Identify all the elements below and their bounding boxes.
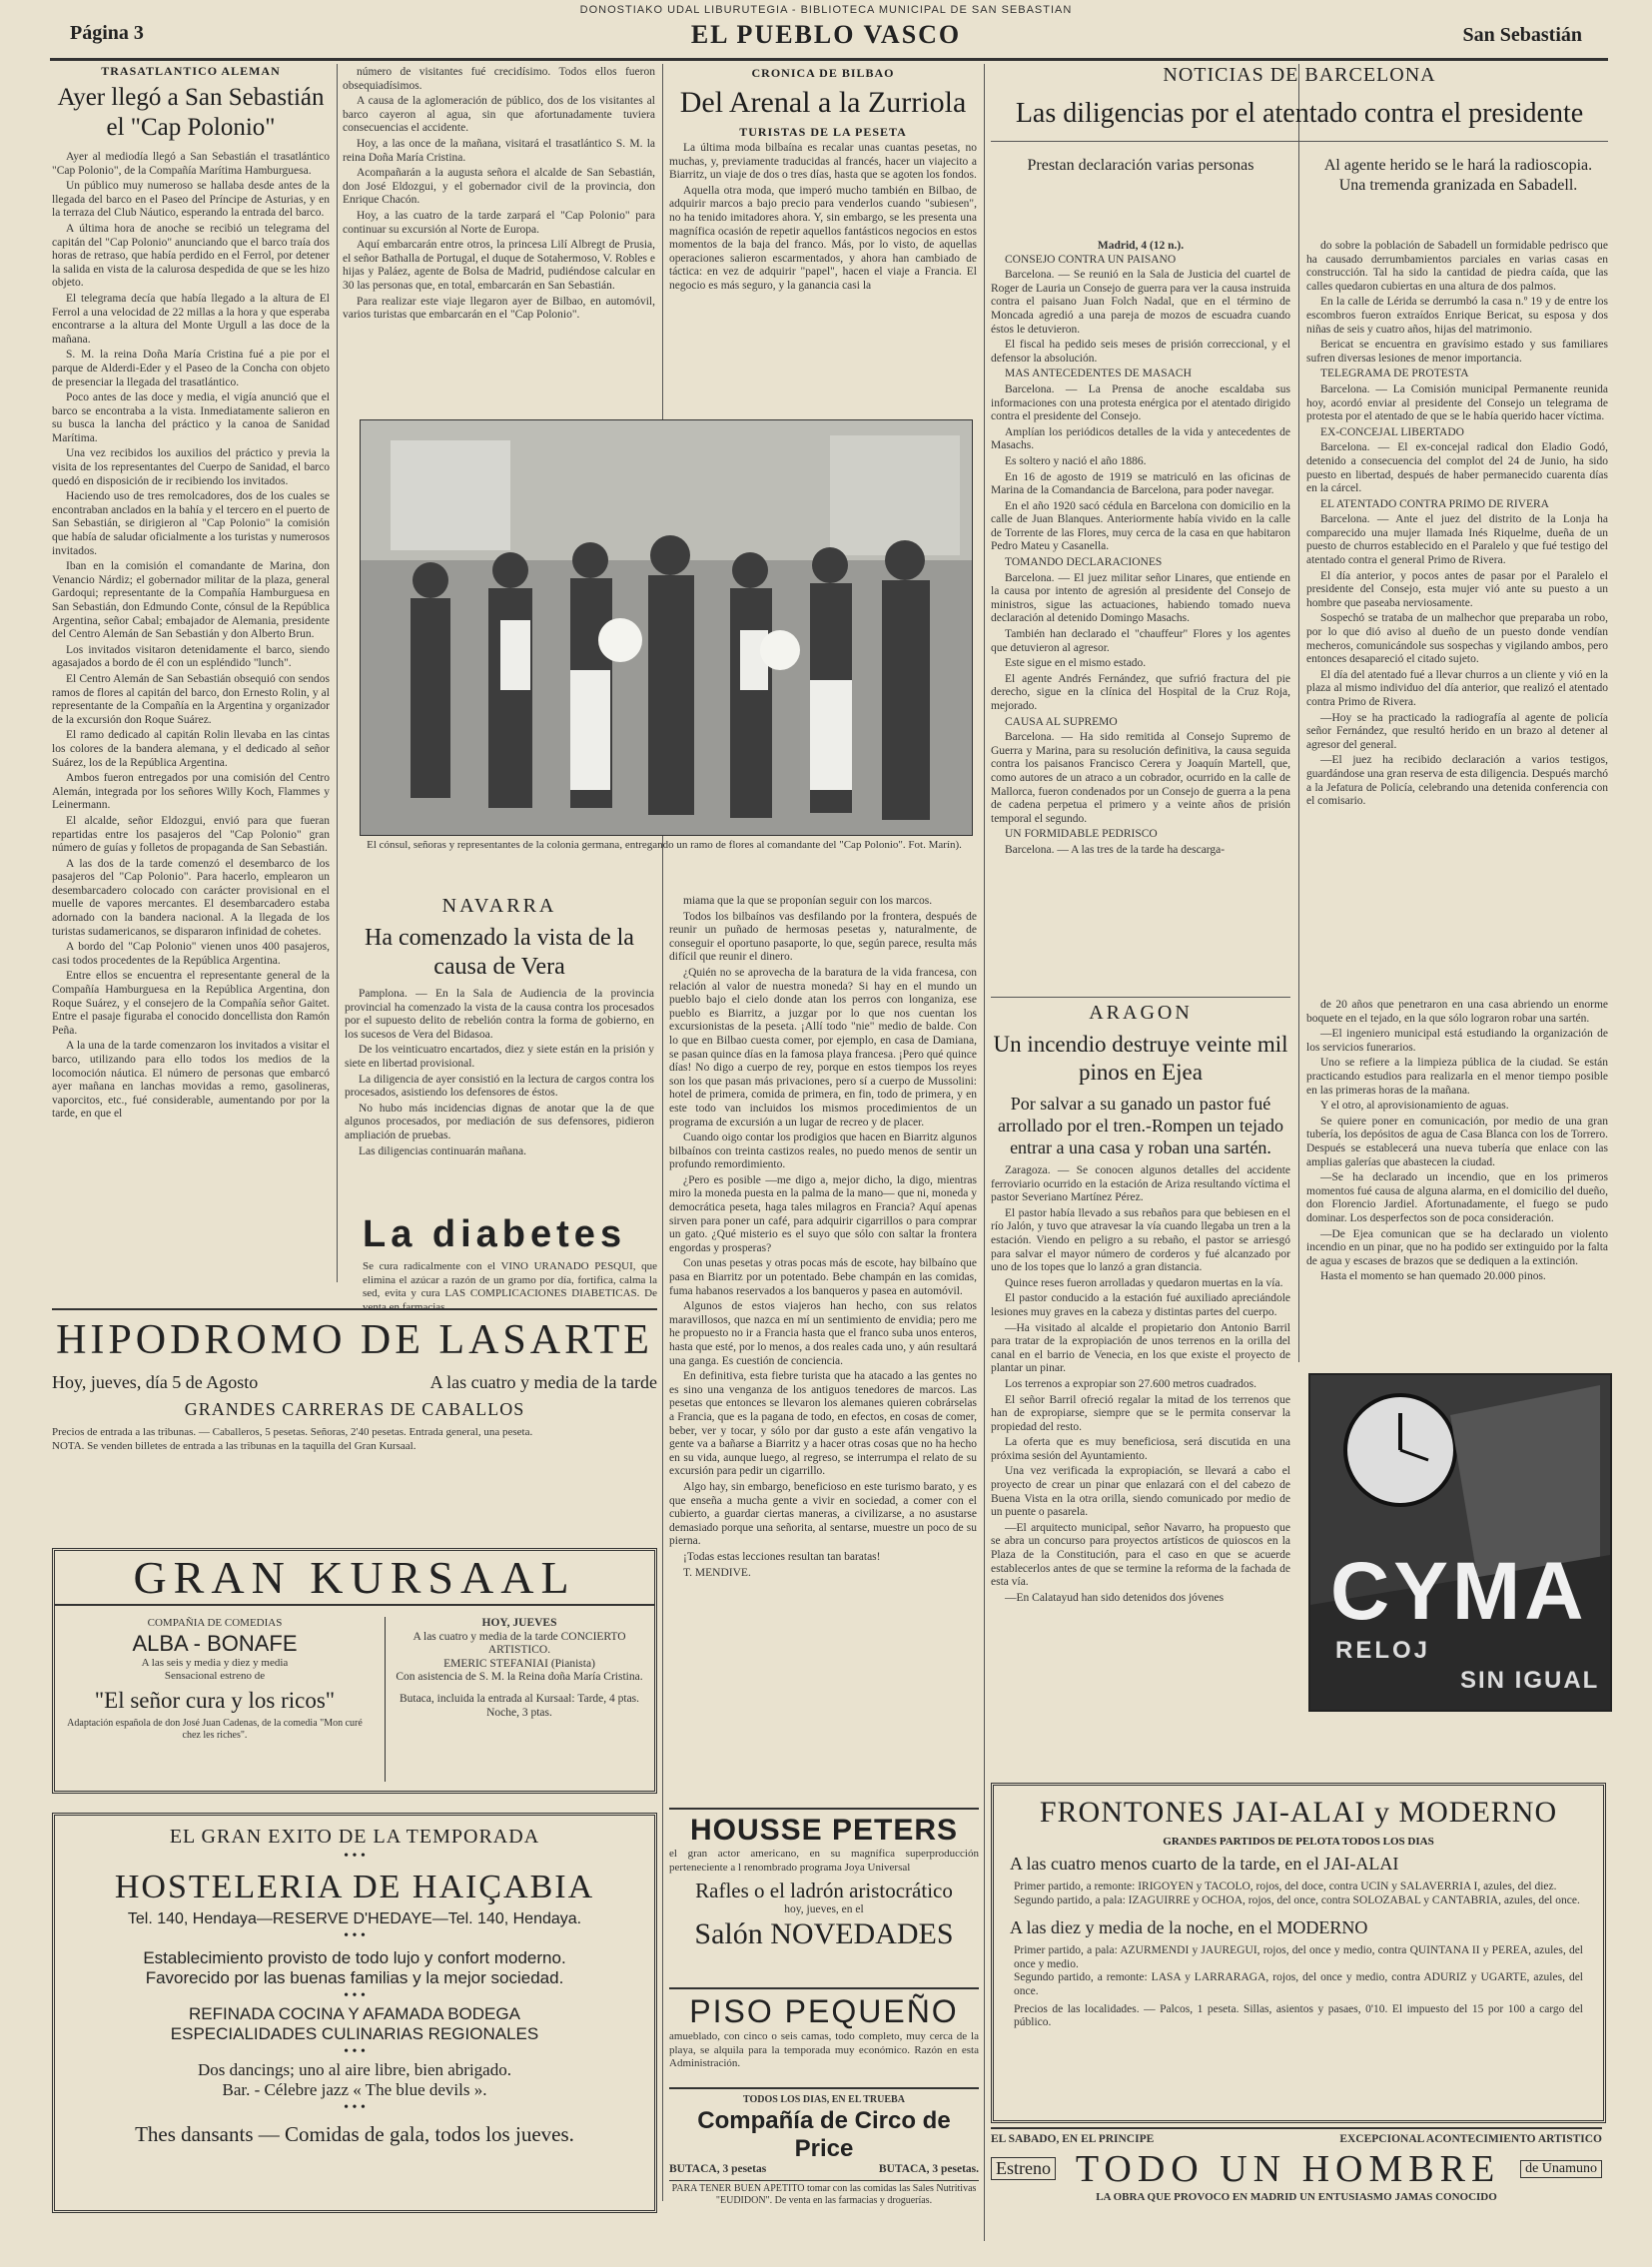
article-paragraph: A última hora de anoche se recibió un telegrama del capitán del "Cap Polonio" anunciando que el barco traía dos horas de retraso, que había perdido en el Ferrol, por detener la salida en vista de la calurosa despedida de que se les hizo objeto.	[52, 222, 330, 290]
article-paragraph: EL ATENTADO CONTRA PRIMO DE RIVERA	[1320, 497, 1549, 510]
ad-hipodromo	[52, 1308, 657, 1453]
ad-title: HOUSSE PETERS	[689, 1814, 959, 1847]
article-paragraph: El día del atentado fué a llevar churros a un cliente y vió en la plaza al mismo individuo del día anterior, que realizó el atentado contra Primo de Rivera.	[1306, 668, 1608, 708]
cyma-reloj: RELOJ	[1335, 1637, 1431, 1664]
article-paragraph: El pastor conducido a la estación fué auxiliado apreciándole lesiones muy graves en la cabeza y distintas partes del cuerpo.	[991, 1292, 1290, 1318]
principe-title: TODO UN HOMBRE	[1075, 2147, 1501, 2190]
ad-frontones	[991, 1783, 1606, 2123]
article-paragraph: do sobre la población de Sabadell un formidable pedrisco que ha causado derrumbamientos parciales en varias casas en construcción. Tal ha sido la cantidad de piedra caída, que las calles quedaron cubiertas en una altura de dos palmos.	[1306, 240, 1608, 293]
ad-title: GRAN KURSAAL	[55, 1551, 654, 1606]
ad-diabetes	[363, 1213, 657, 1314]
article-paragraph: El pastor había llevado a sus rebaños para que bebiesen en el río Jalón, y tuvo que atravesar la vía cuando llegaba un tren a la estación. Viendo en peligro a su rebaño, el pastor se arriesgó para salvar el mayor número de corderos y fué alcanzado por uno de los topes que lo lanzó a gran distancia.	[991, 1206, 1290, 1274]
article-paragraph: La oferta que es muy beneficiosa, será discutida en una próxima sesión del Ayuntamiento.	[991, 1436, 1290, 1462]
column-rule	[662, 64, 663, 2201]
ad-title: FRONTONES JAI-ALAI y MODERNO	[1039, 1796, 1558, 1829]
housse-when: hoy, jueves, en el	[784, 1903, 864, 1916]
article-paragraph: EX-CONCEJAL LIBERTADO	[1320, 425, 1464, 438]
ad-line: Favorecido por las buenas familias y la mejor sociedad.	[145, 1968, 564, 1987]
article-kicker: ARAGON	[1089, 1002, 1193, 1024]
article-paragraph: —El ingeniero municipal está estudiando la organización de los servicios funerarios.	[1306, 1028, 1608, 1054]
ad-principe	[991, 2127, 1602, 2204]
article-kicker: NAVARRA	[441, 895, 557, 917]
article-paragraph: Ayer al mediodía llegó a San Sebastián el trasatlántico "Cap Polonio", de la Compañía Marítima Hamburguesa.	[52, 151, 330, 177]
article-subhead: TURISTAS DE LA PESETA	[739, 125, 907, 139]
article-body	[991, 254, 1290, 988]
frontones-heading: A las diez y media de la noche, en el MODERNO	[1010, 1917, 1368, 1938]
article-paragraph: —El arquitecto municipal, señor Navarro, ha propuesto que se abra un concurso para proyectos artísticos de quioscos en la Plaza de la Constitución, para el caso en que se acuerde establecerlos antes de que se termine la reforma de la fachada de esta vía.	[991, 1521, 1290, 1589]
article-paragraph: TOMANDO DECLARACIONES	[1005, 556, 1163, 569]
article-paragraph: Hoy, a las cuatro de la tarde zarpará el "Cap Polonio" para continuar su excursión al Norte de Europa.	[343, 209, 655, 236]
article-paragraph: En el año 1920 sacó cédula en Barcelona con domicilio en la calle de Juan Blanques. Anteriormente había vivido en la calle de Torrente de las Flores, muy cerca de la casa en que habitaron Pedro Mateu y Casanella.	[991, 499, 1290, 553]
housse-film: Rafles o el ladrón aristocrático	[695, 1879, 953, 1903]
column-rule	[984, 64, 985, 2241]
article-cap-polonio-cont	[343, 66, 655, 405]
ad-title: PISO PEQUEÑO	[689, 1993, 959, 2029]
article-paragraph: ¿Quién no se aprovecha de la baratura de la vida francesa, con relación al valor de nuestra moneda? Si hay en el mundo un pueblo bajo el cielo donde atan los perros con longaniza, ese pueblo es Biarritz, a juzgar por lo que nos cuentan los excursionistas de la peseta. ¡Allí todo "nie" medio de balde. Con lo que en Bilbao cuesta comer, por ejemplo, en casa de Damiana, se pasan quince días en la famosa playa francesa. ¡Pero qué quince días! No digo a cuerpo de rey, porque en estos tiempos los reyes son los que pasan más privaciones, pero sí a cuerpo de Mussolini: hotel de primera, comida de primera, en fin, todo de primera, y en este todo van incluidos los mismos procedimientos de un programa de excursión a un lugar de recreo y de placer.	[669, 966, 977, 1129]
article-body	[669, 142, 977, 364]
article-paragraph: Barcelona. — A las tres de la tarde ha descarga-	[1005, 843, 1226, 856]
article-paragraph: Con unas pesetas y otras pocas más de escote, hay bilbaíno que pasa en Biarritz por un potentado. Bebe champán en las comidas, fuma habanos reservados a los banqueros y pasea en automóvil.	[669, 1257, 977, 1297]
article-paragraph: número de visitantes fué crecidísimo. Todos ellos fueron obsequiadísimos.	[343, 66, 655, 92]
article-paragraph: El Centro Alemán de San Sebastián obsequió con sendos ramos de flores al capitán del barco, don Ernesto Rolin, y al representante de la Compañía en la Argentina y organizador de la excursión don Roque Suárez.	[52, 672, 330, 726]
article-aragon-cont	[1306, 999, 1608, 1358]
article-paragraph: El fiscal ha pedido seis meses de prisión correccional, y el defensor la absolución.	[991, 339, 1290, 365]
ad-line: Thes dansants — Comidas de gala, todos los jueves.	[135, 2122, 574, 2146]
ad-title: HOSTELERIA DE HAIÇABIA	[114, 1869, 595, 1905]
masthead-rule	[50, 58, 1608, 61]
ad-line: Establecimiento provisto de todo lujo y confort moderno.	[143, 1948, 566, 1967]
eudidon-ad: PARA TENER BUEN APETITO tomar con las comidas las Sales Nutritivas "EUDIDON". De venta en las farmacias y droguerías.	[669, 2180, 979, 2207]
article-kicker: CRONICA DE BILBAO	[751, 66, 895, 80]
article-paragraph: MAS ANTECEDENTES DE MASACH	[1005, 368, 1192, 380]
housse-text: el gran actor americano, en su magnífica superproducción perteneciente a l renombrado programa Joya Universal	[669, 1848, 979, 1874]
article-paragraph: A las dos de la tarde comenzó el desembarco de los pasajeros del "Cap Polonio". Para hacerlo, emplearon un desembarcadero colocado con carácter provisional en el muelle de vapores mercantes. El desembarcadero estaba adornado con la bandera nacional. A la llegada de los turistas sudamericanos, se dispararon infinidad de cohetes.	[52, 857, 330, 938]
article-paragraph: Acompañarán a la augusta señora el alcalde de San Sebastián, don José Eldozgui, y el gobernador civil de la provincia, don Enrique Chacón.	[343, 167, 655, 207]
principe-bottom: LA OBRA QUE PROVOCO EN MADRID UN ENTUSIASMO JAMAS CONOCIDO	[1096, 2190, 1497, 2203]
kursaal-concert: A las cuatro y media de la tarde CONCIERTO ARTISTICO.	[413, 1630, 626, 1657]
cyma-brand: CYMA	[1330, 1546, 1588, 1637]
article-paragraph: —Se ha declarado un incendio, que en los primeros momentos fué causa de alguna alarma, en el domicilio del dueño, don Florencio Jardiel. Afortunadamente, el fuego se pudo dominar. Los desperfectos son de poca consideración.	[1306, 1171, 1608, 1224]
article-paragraph: Barcelona. — El ex-concejal radical don Eladio Godó, detenido a consecuencia del complot del 24 de Junio, ha sido puesto en libertad, después de haber permanecido cuarenta días en la cárcel.	[1306, 441, 1608, 495]
ad-text: Se cura radicalmente con el VINO URANADO PESQUI, que elimina el azúcar a razón de un gramo por día, fortifica, calma la sed, evita y cura LAS COMPLICACIONES DIABETICAS. De venta en farmacias.	[363, 1260, 657, 1313]
page-number: Página 3	[70, 22, 144, 44]
frontones-line: Segundo partido, a pala: IZAGUIRRE y OCHOA, rojos, del once, contra SOLOZABAL y CANTABRIA, azules, del once.	[1014, 1893, 1580, 1906]
dateline: Madrid, 4 (12 n.).	[1097, 240, 1185, 252]
ad-note: NOTA. Se venden billetes de entrada a las tribunas en la taquilla del Gran Kursaal.	[52, 1439, 416, 1452]
kursaal-play: "El señor cura y los ricos"	[94, 1687, 336, 1713]
article-paragraph: Entre ellos se encuentra el representante general de la Compañía Hamburguesa en la República Argentina, don Roque Suárez, y el consejero de la Compañía señor Gaitet. Entre el pasaje figuraba el conocido doncellista don Ramón Peña.	[52, 970, 330, 1037]
article-paragraph: Los invitados visitaron detenidamente el barco, siendo agasajados a bordo de él con un espléndido "lunch".	[52, 643, 330, 670]
article-paragraph: TELEGRAMA DE PROTESTA	[1320, 368, 1469, 380]
ad-line: Bar. - Célebre jazz « The blue devils ».	[222, 2080, 487, 2099]
article-paragraph: miama que la que se proponían seguir con los marcos.	[683, 895, 933, 907]
kursaal-adapt: Adaptación española de don José Juan Cadenas, de la comedia "Mon curé chez les riches".	[67, 1717, 363, 1741]
article-paragraph: de 20 años que penetraron en una casa abriendo un enorme boquete en el tejado, en la que sólo lograron robar una sartén.	[1306, 999, 1608, 1025]
article-paragraph: Las diligencias continuarán mañana.	[359, 1144, 526, 1157]
ad-hosteleria: EL GRAN EXITO DE LA TEMPORADA • • • HOSTELERIA DE HAIÇABIA Tel. 140, Hendaya—RESERVE D'HEDAYE—Tel. 140, Hendaya. • • • Establecimiento provisto de todo lujo y confort moderno. Favorecido por las buenas familias y la mejor sociedad. • • • REFINADA COCINA Y AFAMADA BODEGA ESPECIALIDADES CULINARIAS REGIONALES • • • Dos dancings; uno al aire libre, bien abrigado. Bar. - Célebre jazz « The blue devils ». • • • Thes dansants — Comidas de gala, todos los jueves.	[52, 1813, 657, 2213]
ad-subtitle: GRANDES CARRERAS DE CABALLOS	[184, 1399, 525, 1419]
news-photo	[360, 419, 973, 836]
article-paragraph: Y el otro, al aprovisionamiento de aguas.	[1320, 1100, 1509, 1113]
article-paragraph: Algunos de estos viajeros han hecho, con sus relatos maravillosos, que nazca en mí un sentimiento de envidia; pero me he propuesto no ir a Francia hasta que el franco suba unos enteros, hasta que esté, por lo menos, a dos reales cada uno, y aún resultará una ganga. Es cuestión de conciencia.	[669, 1300, 977, 1367]
ad-subtitle: GRANDES PARTIDOS DE PELOTA TODOS LOS DIAS	[1163, 1836, 1434, 1848]
article-headline: Un incendio destruye veinte mil pinos en Ejea	[993, 1032, 1288, 1085]
principe-left: EL SABADO, EN EL PRINCIPE	[991, 2133, 1155, 2145]
article-barcelona-body	[991, 240, 1290, 988]
frontones-line: Primer partido, a pala: AZURMENDI y JAUREGUI, rojos, del once y medio, contra QUINTANA II y PEREA, azules, del once y medio.	[1014, 1944, 1583, 1970]
article-paragraph: Cuando oigo contar los prodigios que hacen en Biarritz algunos bilbaínos con treinta castizos reales, no puedo menos de sentir un profundo remordimiento.	[669, 1132, 977, 1171]
ad-gran-kursaal	[52, 1548, 657, 1794]
article-bilbao	[669, 66, 977, 364]
circo-butaca: BUTACA, 3 pesetas	[669, 2162, 767, 2175]
article-navarra	[345, 895, 654, 1177]
article-paragraph: —De Ejea comunican que se ha declarado un violento incendio en un pinar, que no ha podido ser extinguido por la falta de agua y escases de brazos que se dediquen a la extinción.	[1306, 1227, 1608, 1267]
article-paragraph: Aquí embarcarán entre otros, la princesa Lilí Albregt de Prusia, el señor Bathalla de Portugal, el duque de Sotahermoso, V. Robles e hijas y Paláez, agente de Bolsa de Madrid, pudiéndose calcular en 30 las personas que, en total, embarcarán en San Sebastián.	[343, 239, 655, 292]
ad-cyma	[1308, 1373, 1612, 1712]
article-paragraph: Haciendo uso de tres remolcadores, dos de los cuales se encontraban anclados en la bahía y el tercero en el puerto de San Sebastián, se dirigieron al "Cap Polonio" la comisión que había de saludar oficialmente a los turistas y numerosos invitados.	[52, 490, 330, 557]
article-barcelona-cont	[1306, 240, 1608, 974]
article-paragraph: Barcelona. — La Comisión municipal Permanente reunida hoy, acordó enviar al presidente del Consejo un telegrama de protesta por el atentado de que se le había querido hacer víctima.	[1306, 382, 1608, 423]
kursaal-pianist: EMERIC STEFANIAI (Pianista)	[443, 1657, 595, 1670]
article-bilbao-cont	[669, 895, 977, 1804]
article-paragraph: S. M. la reina Doña María Cristina fué a pie por el parque de Alderdi-Eder y el Paseo de la Concha con objeto de presenciar la llegada del trasatlántico.	[52, 349, 330, 388]
article-paragraph: Iban en la comisión el comandante de Marina, don Venancio Nárdiz; el gobernador militar de la plaza, general Gardoqui; representante de la Compañía Hamburguesa en San Sebastián, don Edmundo Conte, cónsul de la República Argentina, señor Cabal; embajador de Alemania, presidente del Centro Alemán de San Sebastián y don Alberto Brun.	[52, 560, 330, 641]
article-paragraph: La última moda bilbaína es recalar unas cuantas pesetas, no muchas, y, previamente traducidas al francés, hacer un viajecito a Biarritz, un viaje de dos o tres días, hasta que se agoten los fondos.	[669, 142, 977, 182]
kursaal-troupe: ALBA - BONAFE	[132, 1630, 298, 1656]
article-paragraph: Amplían los periódicos detalles de la vida y antecedentes de Masachs.	[991, 425, 1290, 452]
article-paragraph: ¡Todas estas lecciones resultan tan baratas!	[683, 1550, 881, 1563]
ad-title: Compañía de Circo de Price	[697, 2106, 951, 2162]
article-paragraph: Barcelona. — Ante el juez del distrito de la Lonja ha comparecido una mujer llamada Inés Riquelme, dueña de un puesto de churros establecido en el Paralelo y que fué testigo del atentado contra el general Primo de Rivera.	[1306, 513, 1608, 567]
article-paragraph: Aquella otra moda, que imperó mucho también en Bilbao, de adquirir marcos a bajo precio para venderlos cuando "subiesen", no ha tenido imitadores ahora. Y, sin embargo, se les presenta una magnífica ocasión de repetir aquellos fantásticos negocios en estos momentos de la baja del franco. Más, por lo visto, de aquellas operaciones salieron escarmentados, y ahora han cambiado de táctica: en vez de adquirir "papel", hacen el viaje a Francia. El negocio es más seguro, y la ganancia casi la	[669, 184, 977, 292]
frontones-line: Precios de las localidades. — Palcos, 1 peseta. Sillas, asientos y pasaes, 0'10. El impuesto del 15 por 100 a cargo del público.	[1014, 2002, 1583, 2029]
article-paragraph: —En Calatayud han sido detenidos dos jóvenes	[1005, 1591, 1225, 1604]
principe-author: de Unamuno	[1520, 2160, 1602, 2178]
kursaal-prices: Butaca, incluida la entrada al Kursaal: Tarde, 4 ptas. Noche, 3 ptas.	[399, 1692, 640, 1719]
article-kicker: TRASATLANTICO ALEMAN	[101, 64, 281, 78]
ad-housse-peters	[669, 1808, 979, 1951]
ad-time: A las cuatro y media de la tarde	[429, 1372, 657, 1392]
article-paragraph: UN FORMIDABLE PEDRISCO	[1005, 828, 1158, 841]
article-paragraph: Poco antes de las doce y media, el vigía anunció que el barco se encontraba a la vista. Inmediatamente salieron en su busca la lancha del práctico y la canoa de Sanidad Marítima.	[52, 391, 330, 444]
article-paragraph: Barcelona. — Se reunió en la Sala de Justicia del cuartel de Roger de Lauria un Consejo de guerra para ver la causa instruida contra el paisano Juan Folch Nadal, que en el término de Moncada agredió a una pareja de mozos de escuadra cuando éstos le detuvieron.	[991, 269, 1290, 336]
article-paragraph: CONSEJO CONTRA UN PAISANO	[1005, 253, 1177, 266]
article-paragraph: El alcalde, señor Eldozgui, envió para que fueran repartidas entre los pasajeros del "Cap Polonio" gran número de guías y folletos de propaganda de San Sebastián.	[52, 814, 330, 855]
city-label: San Sebastián	[1462, 24, 1582, 46]
article-paragraph: Quince reses fueron arrolladas y quedaron muertas en la vía.	[1005, 1276, 1283, 1289]
photo-figures	[361, 420, 972, 835]
article-paragraph: El ramo dedicado al capitán Rolin llevaba en las cintas los colores de la bandera alemana, y el dedicado al señor Suárez, los de la República Argentina.	[52, 729, 330, 769]
principe-estreno: Estreno	[991, 2157, 1056, 2180]
article-subhead: Por salvar a su ganado un pastor fué arrollado por el tren.-Rompen un tejado entrar a una casa y roban una sartén.	[998, 1094, 1283, 1157]
article-paragraph: También han declarado el "chauffeur" Flores y los agentes que detuvieron al agresor.	[991, 628, 1290, 654]
article-paragraph: Barcelona. — El juez militar señor Linares, que entiende en la causa por intento de agresión al presidente del Consejo de ministros, sigue las actuaciones, habiendo tomado nueva declaración al detenido Domingo Masachs.	[991, 571, 1290, 625]
article-paragraph: Pamplona. — En la Sala de Audiencia de la provincia provincial ha comenzado la vista de la causa contra los procesados por el supuesto delito de rebelión contra la forma de gobierno, en los sucesos de Vera del Bidasoa.	[345, 988, 654, 1041]
article-kicker: NOTICIAS DE BARCELONA	[1163, 64, 1436, 86]
article-paragraph: A la una de la tarde comenzaron los invitados a visitar el barco, utilizando para ello todos los medios de la locomoción náutica. El número de personas que embarcó ayer mañana en lanchas movidas a remo, gasolineras, vaporcitos, etc., fué considerable, aumentando por por la tarde, en que el	[52, 1040, 330, 1121]
article-paragraph: En 16 de agosto de 1919 se matriculó en las oficinas de Marina de la Comandancia de Barcelona, para poder navegar.	[991, 470, 1290, 497]
article-subhead: Una tremenda granizada en Sabadell.	[1338, 177, 1578, 194]
photo-caption: El cónsul, señoras y representantes de la colonia germana, entregando un ramo de flores al comandante del "Cap Polonio". Fot. Marín).	[367, 839, 962, 851]
ad-line: REFINADA COCINA Y AFAMADA BODEGA	[189, 2004, 520, 2023]
article-paragraph: Este sigue en el mismo estado.	[1005, 657, 1147, 670]
ad-kicker: EL GRAN EXITO DE LA TEMPORADA	[169, 1826, 540, 1848]
article-body	[1306, 240, 1608, 974]
article-paragraph: No hubo más incidencias dignas de anotar que la de que algunos procesados, por mediación de sus defensores, pidieron ampliación de pruebas.	[345, 1102, 654, 1141]
ad-tel: Tel. 140, Hendaya—RESERVE D'HEDAYE—Tel. 140, Hendaya.	[127, 1910, 582, 1927]
column-rule	[1298, 64, 1299, 1362]
ad-title: HIPODROMO DE LASARTE	[56, 1317, 653, 1363]
article-paragraph: El agente Andrés Fernández, que sufrió fractura del pie derecho, sigue en la clínica del Hospital de la Cruz Roja, mejorado.	[991, 672, 1290, 712]
article-headline: Ayer llegó a San Sebastián el "Cap Polonio"	[57, 84, 325, 141]
article-paragraph: El telegrama decía que había llegado a la altura de El Ferrol a una velocidad de 22 millas a la hora y que esperaba encontrarse a la altura del Monte Urgull a las doce de la mañana.	[52, 292, 330, 346]
article-paragraph: CAUSA AL SUPREMO	[1005, 715, 1118, 728]
article-body	[669, 895, 977, 1804]
article-paragraph: Los terrenos a expropiar son 27.600 metros cuadrados.	[1005, 1377, 1256, 1390]
kursaal-today: HOY, JUEVES	[481, 1617, 557, 1629]
article-paragraph: Se quiere poner en comunicación, por medio de una gran tubería, los depósitos de agua de Casa Blanca con los de Torrero. Después se establecerá una nueva tubería que enlace con las amplias galerías que abastecen la ciudad.	[1306, 1115, 1608, 1168]
article-headline: Ha comenzado la vista de la causa de Vera	[365, 925, 634, 980]
article-paragraph: Barcelona. — Ha sido remitida al Consejo Supremo de Guerra y Marina, para su resolución definitiva, la causa seguida contra los paisanos Francisco Cerera y Joaquín Martell, que, como autores de un atraco a un cobrador, ocurrido en la calle de Mallorca, fueron condenados por un Consejo de guerra a la pena de cadena perpetua el primero y a veinte años de prisión temporal el segundo.	[991, 731, 1290, 825]
article-paragraph: ¿Pero es posible —me digo a, mejor dicho, la digo, mientras miro la moneda puesta en la palma de la mano— que ni, moneda y democrática peseta, haga tales milagros en Francia? Aquí apenas sirven para poner un café, para adquirir cigarrillos o para comprar un gato. ¿Qué misterio es el suyo que sólo con saltar la frontera engordas y prosperas?	[669, 1173, 977, 1254]
article-paragraph: Hoy, a las once de la mañana, visitará el trasatlántico S. M. la reina Doña María Cristina.	[343, 137, 655, 164]
ad-prices: Precios de entrada a las tribunas. — Caballeros, 5 pesetas. Señoras, 2'40 pesetas. Entrada general, una peseta.	[52, 1426, 533, 1438]
article-paragraph: —Hoy se ha practicado la radiografía al agente de policía señor Fernández, que resultó herido en un brazo al detener al agresor del general.	[1306, 711, 1608, 751]
article-paragraph: Zaragoza. — Se conocen algunos detalles del accidente ferroviario ocurrido en la estación de Ariza resultando víctima el pastor Severiano Martínez Pérez.	[991, 1164, 1290, 1204]
article-paragraph: A bordo del "Cap Polonio" vienen unos 400 pasajeros, casi todos procedentes de la República Argentina.	[52, 941, 330, 967]
ad-circo	[669, 2087, 979, 2207]
ad-piso	[669, 1987, 979, 2071]
frontones-heading: A las cuatro menos cuarto de la tarde, en el JAI-ALAI	[1010, 1854, 1399, 1874]
cyma-sin-igual: SIN IGUAL	[1460, 1667, 1600, 1694]
article-paragraph: A causa de la aglomeración de público, dos de los visitantes al barco cayeron al agua, sin que afortunadamente tuviera consecuencias el accidente.	[343, 95, 655, 135]
frontones-line: Primer partido, a remonte: IRIGOYEN y TACOLO, rojos, del doce, contra UCIN y SALAVERRIA I, azules, del diez.	[1014, 1881, 1557, 1892]
article-aragon	[991, 997, 1290, 1734]
article-paragraph: Un público muy numeroso se hallaba desde antes de la llegada del barco en el Paseo del Príncipe de Asturias, y en la terraza del Club Náutico, esperando la entrada del barco.	[52, 180, 330, 220]
piso-text: amueblado, con cinco o seis camas, todo completo, muy cerca de la playa, se alquila para la temporada muy económico. Razón en esta Administración.	[669, 2030, 979, 2070]
article-paragraph: T. MENDIVE.	[683, 1566, 751, 1579]
article-paragraph: La diligencia de ayer consistió en la lectura de cargos contra los procesados, asistiendo los defensores de éstos.	[345, 1073, 654, 1100]
article-body	[991, 1164, 1290, 1734]
article-paragraph: Ambos fueron entregados por una comisión del Centro Alemán, integrada por los señores Willy Koch, Flammes y Leinermann.	[52, 772, 330, 812]
archive-line: DONOSTIAKO UDAL LIBURUTEGIA - BIBLIOTECA MUNICIPAL DE SAN SEBASTIAN	[579, 4, 1073, 16]
column-rule	[337, 64, 338, 1282]
kursaal-times: A las seis y media y diez y media	[141, 1656, 289, 1669]
ad-title: La diabetes	[363, 1213, 627, 1255]
ad-date: Hoy, jueves, día 5 de Agosto	[52, 1372, 259, 1392]
article-body	[345, 988, 654, 1177]
principe-right: EXCEPCIONAL ACONTECIMIENTO ARTISTICO	[1339, 2133, 1602, 2145]
article-barcelona	[991, 64, 1608, 196]
article-body	[52, 151, 330, 1284]
article-subhead: Prestan declaración varias personas	[1027, 157, 1254, 174]
article-paragraph: En la calle de Lérida se derrumbó la casa n.º 19 y de entre los escombros fueron extraídos Enrique Bericat, su esposa y dos niñas de seis y cuatro años, hijas del matrimonio.	[1306, 296, 1608, 336]
article-paragraph: —Ha visitado al alcalde el propietario don Antonio Barril para tratar de la expropiación de unos terrenos en la orilla del canal en el barrio de Venecia, en los que existe el proyecto de plantar un pinar.	[991, 1321, 1290, 1375]
article-cap-polonio	[52, 64, 330, 1284]
article-body	[1306, 999, 1608, 1358]
article-paragraph: El día anterior, y pocos antes de pasar por el Paralelo el presidente del Consejo, esta mujer vió ante su puesto a un hombre que paseaba nerviosamente.	[1306, 569, 1608, 609]
article-body	[343, 66, 655, 405]
circo-kicker: TODOS LOS DIAS, EN EL TRUEBA	[743, 2094, 905, 2105]
article-paragraph: Sospechó se trataba de un malhechor que preparaba un robo, por lo que dió aviso al dueño de un puesto donde vendían mecheros, comunicándole sus sospechas y vigilando ambos, pero entonces desapareció el citado sujeto.	[1306, 612, 1608, 666]
article-paragraph: De los veinticuatro encartados, diez y siete están en la prisión y siete en libertad provisional.	[345, 1044, 654, 1070]
kursaal-company: COMPAÑIA DE COMEDIAS	[147, 1617, 283, 1629]
article-paragraph: Todos los bilbaínos vas desfilando por la frontera, después de reunir un puñado de hermosas pesetas y, naturalmente, de conseguir el oportuno pasaporte, lo que, según parece, resulta más difícil que reunir el dinero.	[669, 910, 977, 964]
article-paragraph: Hasta el momento se han quemado 20.000 pinos.	[1320, 1270, 1546, 1283]
article-paragraph: —El juez ha recibido declaración a varios testigos, guardándose una gran reserva de esta diligencia. Después marchó a la Jefatura de Policía, celebrando una detenida conferencia con el comisario.	[1306, 754, 1608, 808]
newspaper-title: EL PUEBLO VASCO	[690, 20, 962, 49]
article-headline: Las diligencias por el atentado contra el presidente	[991, 97, 1608, 142]
kursaal-estreno: Sensacional estreno de	[164, 1670, 266, 1683]
housse-venue: Salón NOVEDADES	[694, 1916, 954, 1950]
ad-line: ESPECIALIDADES CULINARIAS REGIONALES	[170, 2024, 539, 2043]
article-paragraph: En definitiva, esta fiebre turista que ha atacado a las gentes no es sino una venganza de los antiguos tenedores de marcos. Las pesetas que entonces se llevaron los alemanes quieren cobrárselas a Francia, que es la pagana de todo, en efectos, en cosas de comer, beber, ver y tocar, y sólo por dar gusto a este afán vengativo la gente va a bañarse a Biarritz y a hacer otras cosas que no ha hecho en su vida, aunque luego, al regreso, se interrumpa el relato de su excursión para pedir un cigarrillo.	[669, 1370, 977, 1478]
frontones-line: Segundo partido, a remonte: LASA y LARRARAGA, rojos, del once y medio, contra ADURIZ y UGARTE, azules, del once.	[1014, 1971, 1583, 1997]
article-paragraph: Algo hay, sin embargo, beneficioso en este turismo barato, y es que enseña a mucha gente a vivir en sociedad, a comer con el cubierto, a guardar ciertas maneras, a civilizarse, a no asustarse demasiado porque una señorita, al sentarse, muestre un poco de su pierna.	[669, 1480, 977, 1548]
article-paragraph: Una vez verificada la expropiación, se llevará a cabo el proyecto de crear un pinar que enlazará con el del cabezo de Buena Vista en la otra orilla, siendo comunicado por medio de un puente o pasarela.	[991, 1465, 1290, 1519]
article-paragraph: Bericat se encuentra en gravísimo estado y sus familiares sufren diversas lesiones de menor importancia.	[1306, 339, 1608, 365]
article-headline: Del Arenal a la Zurriola	[679, 86, 967, 119]
article-paragraph: Uno se refiere a la limpieza pública de la ciudad. Se están practicando estudios para realizarla en el menor tiempo posible en las primeras horas de la mañana.	[1306, 1057, 1608, 1097]
article-paragraph: Barcelona. — La Prensa de anoche escaldaba sus informaciones con una protesta enérgica por el atentado dirigido contra el presidente del Consejo.	[991, 382, 1290, 423]
kursaal-queen: Con asistencia de S. M. la Reina doña María Cristina.	[396, 1671, 643, 1684]
article-paragraph: Para realizar este viaje llegaron ayer de Bilbao, en automóvil, varios turistas que embarcarán en el "Cap Polonio".	[343, 295, 655, 322]
article-paragraph: Es soltero y nació el año 1886.	[1005, 454, 1147, 467]
article-paragraph: El señor Barril ofreció regalar la mitad de los terrenos que han de expropiarse, siempre que se le permita conservar la propiedad del resto.	[991, 1393, 1290, 1433]
article-paragraph: Una vez recibidos los auxilios del práctico y previa la visita de los representantes del Cuerpo de Sanidad, el barco quedó en disposición de ir recibiendo los invitados.	[52, 447, 330, 487]
article-subhead: Al agente herido se le hará la radioscopia.	[1323, 157, 1593, 174]
circo-butaca: BUTACA, 3 pesetas.	[878, 2162, 979, 2175]
ad-line: Dos dancings; uno al aire libre, bien abrigado.	[198, 2060, 511, 2079]
